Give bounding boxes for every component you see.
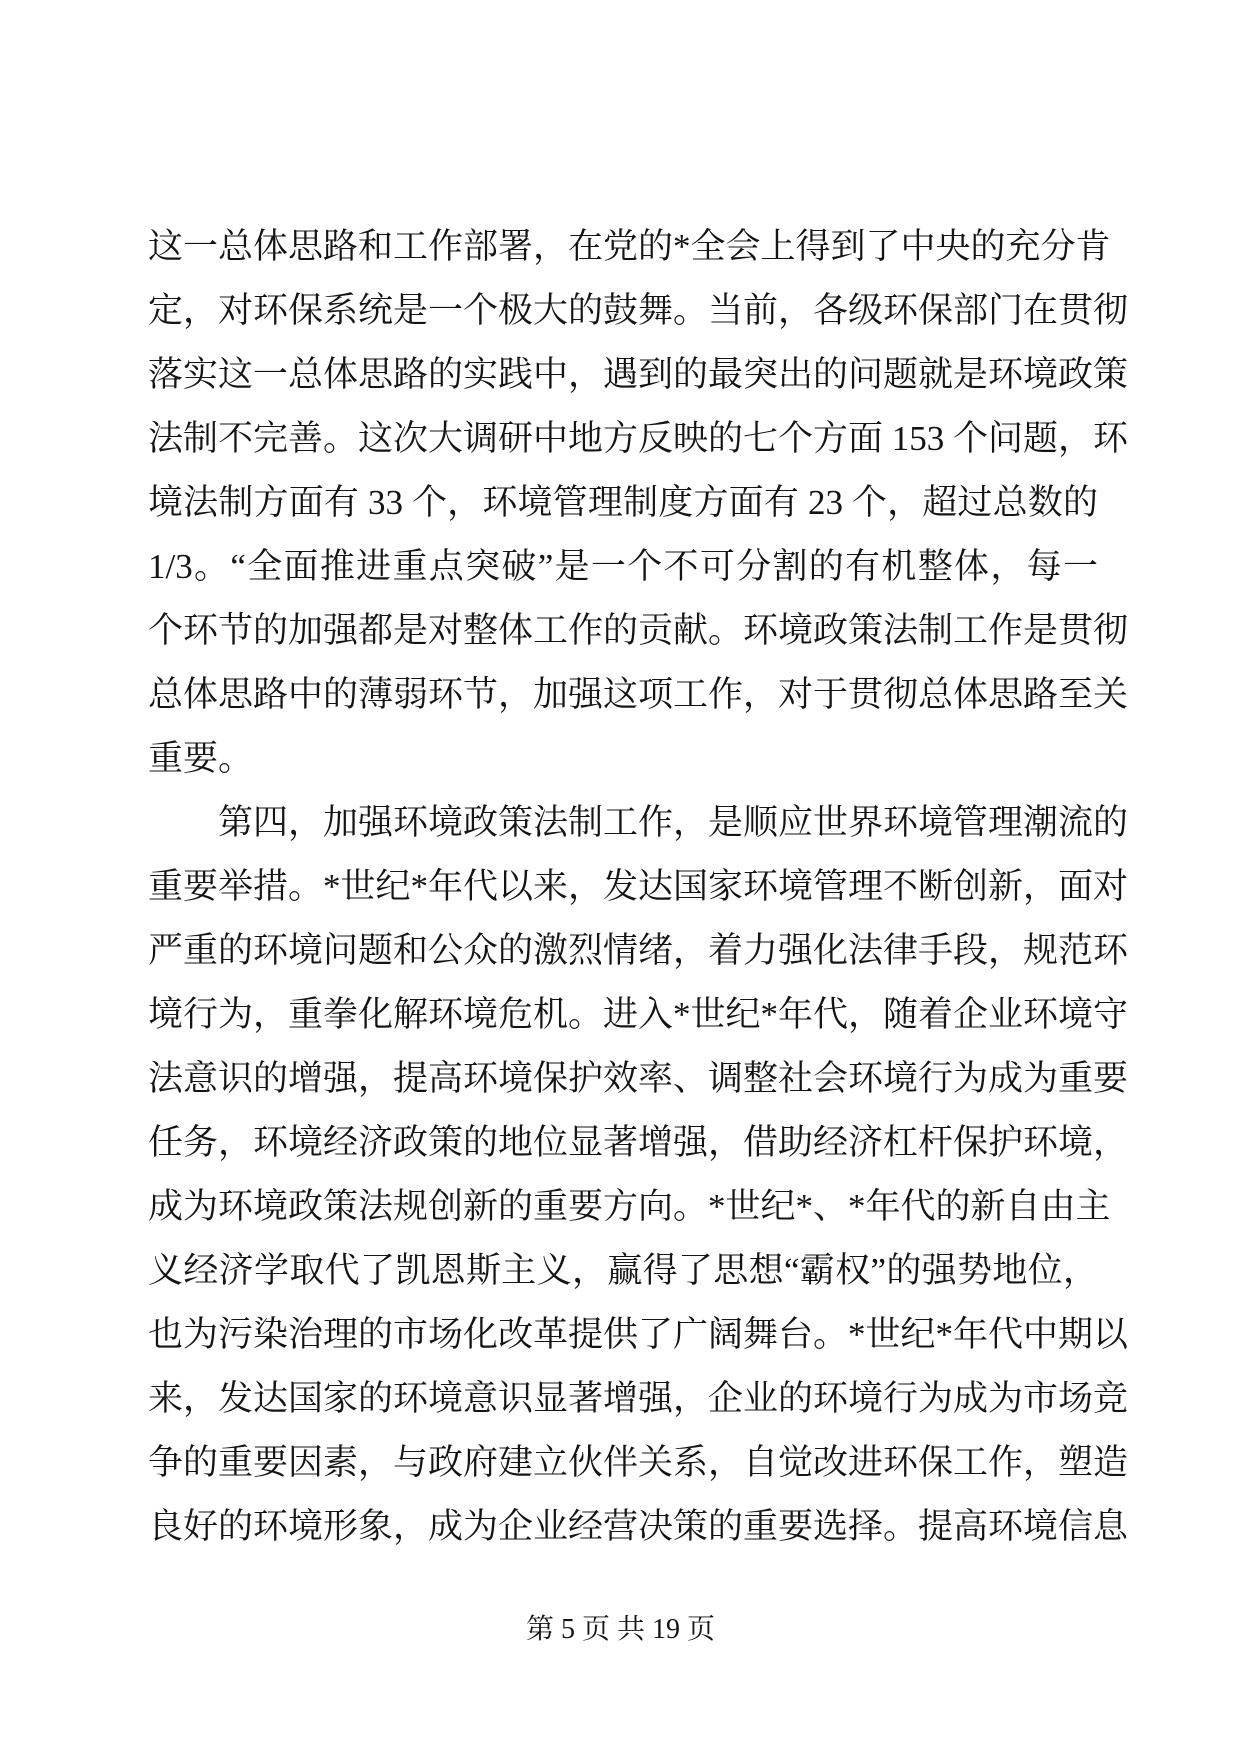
text-line: 法制不完善。这次大调研中地方反映的七个方面 153 个问题，环	[148, 419, 1129, 458]
text-line: 成为环境政策法规创新的重要方向。*世纪*、*年代的新自由主	[148, 1187, 1111, 1226]
text-line: 这一总体思路和工作部署，在党的*全会上得到了中央的充分肯	[148, 227, 1111, 266]
text-line: 重要。	[148, 739, 254, 778]
text-line: 也为污染治理的市场化改革提供了广阔舞台。*世纪*年代中期以	[148, 1315, 1129, 1354]
page-number-footer: 第 5 页 共 19 页	[525, 1614, 715, 1645]
document-body	[148, 215, 1129, 1559]
text-line: 任务，环境经济政策的地位显著增强，借助经济杠杆保护环境，	[148, 1123, 1129, 1162]
paragraph	[148, 791, 1129, 1559]
text-line: 境法制方面有 33 个，环境管理制度方面有 23 个，超过总数的	[148, 483, 1098, 522]
text-line: 严重的环境问题和公众的激烈情绪，着力强化法律手段，规范环	[148, 931, 1129, 970]
text-line: 个环节的加强都是对整体工作的贡献。环境政策法制工作是贯彻	[148, 611, 1129, 650]
paragraph	[148, 215, 1129, 791]
text-line: 1/3。“全面推进重点突破”是一个不可分割的有机整体，每一	[148, 547, 1098, 586]
text-line: 落实这一总体思路的实践中，遇到的最突出的问题就是环境政策	[148, 355, 1129, 394]
text-line: 法意识的增强，提高环境保护效率、调整社会环境行为成为重要	[148, 1059, 1129, 1098]
text-line: 来，发达国家的环境意识显著增强，企业的环境行为成为市场竞	[148, 1379, 1129, 1418]
text-line: 重要举措。*世纪*年代以来，发达国家环境管理不断创新，面对	[148, 867, 1129, 906]
text-line: 义经济学取代了凯恩斯主义，赢得了思想“霸权”的强势地位，	[148, 1251, 1098, 1290]
text-line: 争的重要因素，与政府建立伙伴关系，自觉改进环保工作，塑造	[148, 1443, 1129, 1482]
text-line: 第四，加强环境政策法制工作，是顺应世界环境管理潮流的	[218, 803, 1129, 842]
text-line: 境行为，重拳化解环境危机。进入*世纪*年代，随着企业环境守	[148, 995, 1129, 1034]
text-line: 定，对环保系统是一个极大的鼓舞。当前，各级环保部门在贯彻	[148, 291, 1129, 330]
text-line: 总体思路中的薄弱环节，加强这项工作，对于贯彻总体思路至关	[148, 675, 1129, 714]
text-line: 良好的环境形象，成为企业经营决策的重要选择。提高环境信息	[148, 1507, 1129, 1546]
